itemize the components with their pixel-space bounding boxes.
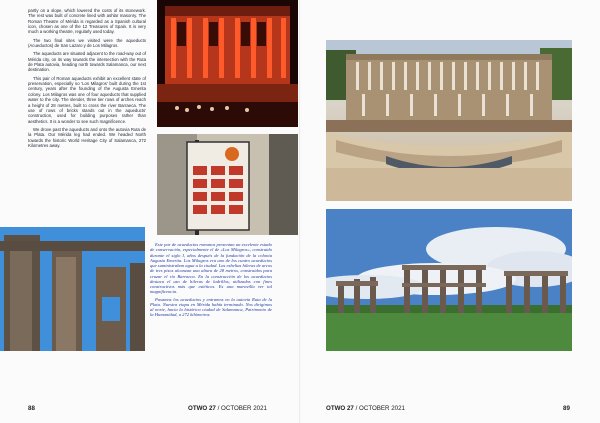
left-footer-date: / OCTOBER 2021 xyxy=(217,405,267,412)
roman-theatre-day-illustration xyxy=(326,40,572,201)
spanish-paragraph: Este par de acueductos romanos presentan un excelente estado de conservación, especialmente el de «Los Milagros», construido durante el siglo I, años después de la fundación de la colonia Augusta Emerita. Los Milagros era uno de los cuatro acueductos que suministraban agua a la ciudad. Las esbeltas hileras de arcos de tres pisos alcanzan una altura de 28 metros, construidos para cruzar el río Barraeca. En la construcción de los acueductos destaca el uso de hileras de ladrillos, utilizados con fines constructivos más que estéticos. Es una maravilla ver tal magnificencia. xyxy=(150,242,272,295)
english-paragraph: We drove past the aqueducts and onto the autovia Ruta de la Plata. Our Mérida leg had ended. We headed North towards the historic World Heritage City of Salamanca, 272 Kilometres away. xyxy=(28,126,146,148)
left-footer-issue-name: OTWO 27 xyxy=(188,405,216,412)
roman-theatre-night-illustration xyxy=(157,0,298,127)
right-footer-issue xyxy=(326,405,405,412)
left-footer-issue xyxy=(188,405,267,412)
menu-board-illustration xyxy=(157,134,298,235)
spanish-paragraph: Pasamos los acueductos y entramos en la autovía Ruta de la Plata. Nuestra etapa en Mérida había terminado. Nos dirigimos al norte, hacia la histórica ciudad de Salamanca, Patrimonio de la Humanidad, a 272 kilómetros. xyxy=(150,296,272,318)
english-paragraph: The aqueducts are situated adjacent to the road-way out of Mérida city, on its way towards the intersection with the Ruta de Plata autovia, heading north towards Salamanca, our next destination. xyxy=(28,51,146,73)
roman-temple-ruins-photo xyxy=(0,227,145,351)
english-paragraph: partly on a slope, which lowered the costs of its stonework. The rest was built of concrete lined with ashlar masonry. The Roman Theatre of Mérida is regarded as a Spanish cultural icon, chosen as one of the 12 Treasures of Spain. It is very much a working theatre, regularly used today. xyxy=(28,8,146,35)
spanish-translation-column xyxy=(150,242,272,320)
page-gutter xyxy=(299,0,301,423)
right-footer-date: / OCTOBER 2021 xyxy=(355,405,405,412)
roman-theatre-night-photo xyxy=(157,0,298,127)
aqueduct-illustration xyxy=(326,209,572,351)
english-article-column xyxy=(28,8,146,151)
menu-board-photo xyxy=(157,134,298,235)
aqueduct-los-milagros-photo xyxy=(326,209,572,351)
right-footer-issue-name: OTWO 27 xyxy=(326,405,354,412)
roman-temple-ruins-illustration xyxy=(0,227,145,351)
roman-theatre-day-photo xyxy=(326,40,572,201)
right-page-number: 89 xyxy=(563,405,570,412)
left-page-number: 88 xyxy=(28,405,35,412)
english-paragraph: The two final sites we visited were the aqueducts (Acueductos) de San Lazaro y de Los Milagros. xyxy=(28,37,146,49)
english-paragraph: This pair of Roman aqueducts exhibit an excellent state of preservation, especially so 'Los Milagros' built during the 1st century, years after the founding of the Augusta Emerita colony. Los Milagros was one of four aqueducts that supplied water to the city. The slender, three tier rows of arches reach a height of 28 metres, built to cross the river Barraeca. The use of rows of bricks stands out in the aqueducts' construction, used for building purposes rather than aesthetics. It is a wonder to see such magnificence. xyxy=(28,75,146,124)
